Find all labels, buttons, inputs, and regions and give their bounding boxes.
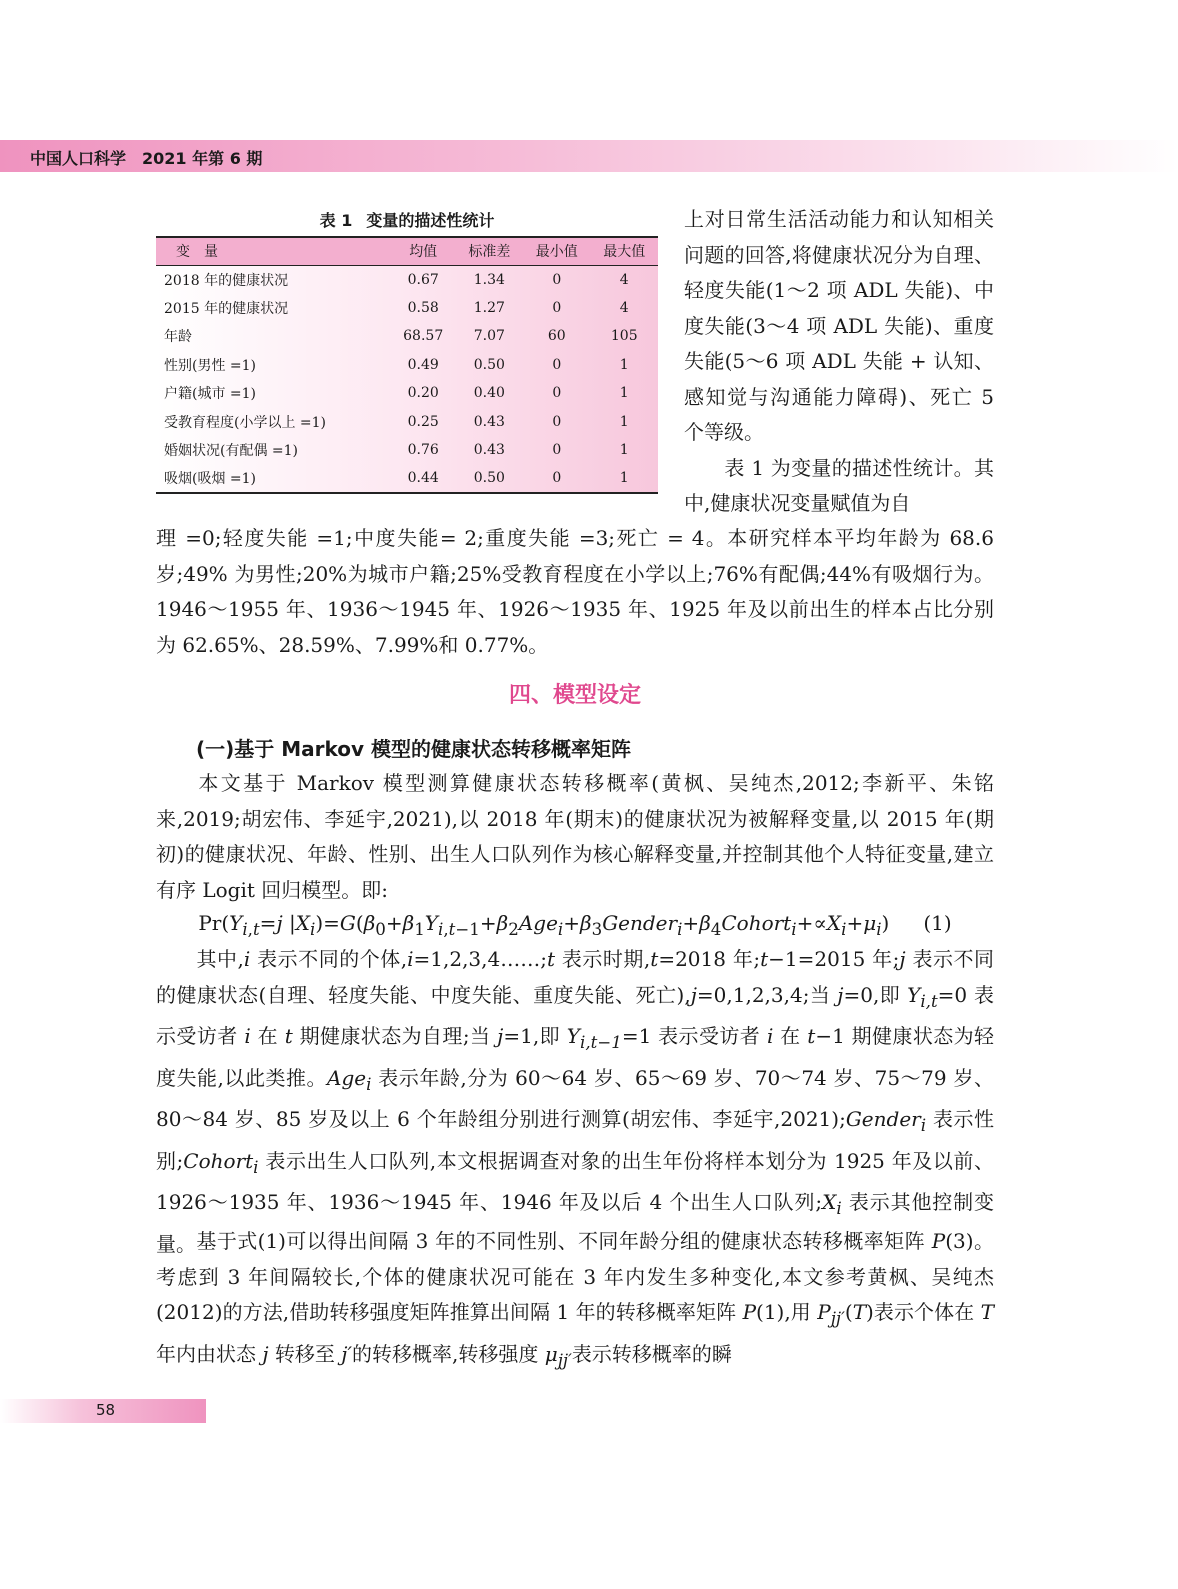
paragraph: 上对日常生活活动能力和认知相关问题的回答,将健康状况分为自理、轻度失能(1～2 项 ADL 失能)、中度失能(3～4 项 ADL 失能)、重度失能(5～6 项 ADL 失能 + 认知、感知觉与沟通能力障碍)、死亡 5 个等级。 [684,207,994,444]
table-cell: 0.43 [473,413,505,430]
table-cell: 0.49 [407,356,439,373]
equation-body: $Pr(Y_{i,t}=j$ $|X_i)=G(\beta_0+\beta_1Y_{i,t-1}+\beta_2Age_i+\beta_3Gender_i+\beta_4Cohort_i+\propto X_i+\mu_i)$ [198,911,890,939]
page-number: 58 [96,1401,116,1419]
table-cell: 0.25 [407,413,439,430]
math-var: j′ [341,1341,353,1366]
text: =1,2,3,4……; [413,947,547,971]
math-sub: jj′ [557,1350,572,1370]
math-var: j [690,982,697,1007]
table-row [156,322,658,351]
table-cell: 68.57 [403,328,444,345]
table-cell: 1 [619,385,629,402]
math-var: P [742,1300,757,1324]
text: −1 期健康状态为轻度失能,以此类推。 [156,1024,995,1090]
math-sub: i [253,1157,259,1177]
paragraph-matrix [156,1224,994,1378]
text: ( [844,1300,853,1324]
text: −1=2015 年; [768,947,900,971]
table-row [156,379,658,408]
table-row [156,265,658,294]
table-cell: 7.07 [473,328,505,345]
text: =1 表示受访者 [621,1024,767,1048]
text: 期健康状态为自理;当 [292,1024,498,1048]
text: 在 [250,1024,285,1048]
math-var: j [497,1024,504,1048]
math-var: X [822,1190,837,1214]
table-cell: 1 [619,442,629,459]
table-cell: 2015 年的健康状况 [164,300,289,317]
math-var: i [766,1024,774,1048]
col-header-variable: 变量 [156,237,391,265]
math-var: Cohort [183,1148,254,1173]
col-header-sd: 标准差 [456,237,523,265]
math-var: t [650,947,659,971]
text: 表示出生人口队列,本文根据调查对象的出生年份将样本划分为 1925 年及以前、1926～1935 年、1936～1945 年、1946 年及以后 4 个出生人口队列; [156,1148,994,1214]
table-cell: 0.58 [407,299,439,316]
table-cell: 0.76 [407,442,439,459]
table-cell: 受教育程度(小学以上 =1) [164,414,327,431]
math-var: i [407,947,414,971]
table-cell: 0 [552,271,562,288]
text: =0 表示受访者 [156,982,995,1048]
table-cell: 0 [552,385,562,402]
table-cell: 0.20 [407,385,439,402]
equation-1 [156,906,994,947]
text: 年内由状态 [156,1341,263,1366]
math-var: t [760,947,769,971]
table-cell: 0 [552,356,562,373]
table-caption [156,208,658,231]
paragraph-continuation: 理 =0;轻度失能 =1;中度失能= 2;重度失能 =3;死亡 = 4。本研究样本平均年龄为 68.6 岁;49% 为男性;20%为城市户籍;25%受教育程度在小学以上;76%有配偶;44%有吸烟行为。1946～1955 年、1936～1945 年、1926～1935 年、1925 年及以前出生的样本占比分别为 62.65%、28.59%、7.99%和 0.77%。 [156,526,994,657]
table-header-row [156,237,658,265]
text: 表示时期, [555,947,651,971]
table-cell: 4 [619,271,629,288]
text: =1,即 [503,1024,567,1048]
math-sub: i,t [920,991,938,1011]
math-var: i [244,1024,251,1048]
issue-label: 2021 年第 6 期 [142,149,263,168]
table-cell: 婚姻状况(有配偶 =1) [164,443,299,460]
equation-number: (1) [923,911,952,935]
math-var: T [852,1300,867,1324]
table-cell: 年龄 [164,329,192,346]
math-var: Age [327,1065,367,1090]
table-cell: 2018 年的健康状况 [164,272,289,289]
text: 表示其他控制变量。 [156,1190,995,1256]
descriptive-stats-table [156,236,658,494]
journal-name: 中国人口科学 [30,149,127,168]
table-cell: 吸烟(吸烟 =1) [156,465,391,494]
table-row [156,408,658,437]
table-cell: 0 [552,442,562,459]
text: =2018 年; [658,947,761,971]
math-var: T [980,1300,994,1324]
section-title: 四、模型设定 [508,683,641,708]
text: 转移至 [268,1341,342,1366]
text: 表示性别; [156,1107,994,1173]
col-header-max: 最大值 [591,237,658,265]
text: 在 [773,1024,808,1048]
table-cell: 1 [619,413,629,430]
table-title: 变量的描述性统计 [366,211,495,230]
table-cell: 0.50 [456,465,523,494]
math-sub: i [836,1199,842,1218]
table-row [156,294,658,323]
text: 表示不同的健康状态(自理、轻度失能、中度失能、重度失能、死亡), [156,947,995,1007]
math-var: P [817,1300,831,1324]
math-var: Y [907,982,921,1007]
table-cell: 0.40 [473,385,505,402]
paragraph-model [156,766,994,908]
col-header-mean: 均值 [391,237,456,265]
running-header [30,146,262,169]
text: (1),用 [756,1300,818,1324]
table-cell: 0.50 [473,356,505,373]
math-sub: i,t−1 [580,1033,622,1052]
table-cell: 105 [610,328,638,345]
text: 其中, [196,947,244,971]
math-sub: i [366,1074,372,1094]
table-cell: 0 [552,413,562,430]
math-sub: i [920,1116,927,1135]
text: 的转移概率,转移强度 [352,1341,545,1366]
math-var: j [837,982,844,1007]
text: =0,1,2,3,4;当 [696,982,838,1007]
table-cell: 1.27 [473,299,505,316]
table-cell: 性别(男性 =1) [164,357,257,374]
math-var: P [931,1229,946,1253]
table-cell: 户籍(城市 =1) [164,386,257,403]
text: 表示转移概率的瞬 [571,1341,732,1366]
table-row [156,351,658,380]
math-var: t [807,1024,816,1048]
col-header-min: 最小值 [523,237,590,265]
table-number: 表 1 [319,211,353,230]
subsection-title: (一)基于 Markov 模型的健康状态转移概率矩阵 [196,737,632,761]
table-cell: 4 [619,299,629,316]
text: 基于式(1)可以得出间隔 3 年的不同性别、不同年龄分组的健康状态转移概率矩阵 [196,1229,932,1253]
table-cell: 0.67 [407,271,439,288]
math-var: j [899,947,906,971]
math-var: i [243,947,251,971]
text: =0,即 [843,982,908,1007]
paragraph-explain [156,942,994,1262]
math-var: Y [566,1024,580,1048]
table-row [156,436,658,465]
table-cell: 0.44 [391,465,456,494]
text: )表示个体在 [866,1300,981,1324]
math-var: t [546,947,556,971]
math-var: j [262,1341,269,1366]
math-sub: jj′ [830,1309,845,1328]
table-cell: 1.34 [473,271,505,288]
table-cell: 0 [552,299,562,316]
table-cell: 0.43 [473,442,505,459]
math-var: μ [544,1341,558,1366]
table-cell: 1 [619,356,629,373]
paragraph: 表 1 为变量的描述性统计。其中,健康状况变量赋值为自 [684,455,994,515]
paragraph-text: 本文基于 Markov 模型测算健康状态转移概率(黄枫、吴纯杰,2012;李新平、朱铭来,2019;胡宏伟、李延宇,2021),以 2018 年(期末)的健康状况为被解释变量,以 2015 年(期初)的健康状况、年龄、性别、出生人口队列作为核心解释变量,并控制其他个人特征变量,建立有序 Logit 回归模型。即: [156,771,994,902]
table-row [156,465,658,494]
table-cell: 60 [547,328,566,345]
math-var: Gender [845,1107,921,1131]
text: (3)。考虑到 3 年间隔较长,个体的健康状况可能在 3 年内发生多种变化,本文参考黄枫、吴纯杰(2012)的方法,借助转移强度矩阵推算出间隔 1 年的转移概率矩阵 [156,1229,994,1324]
right-column-text [684,202,994,522]
table-cell: 0 [523,465,590,494]
math-var: t [284,1024,293,1048]
text: 表示不同的个体, [250,947,408,971]
text: 表示年龄,分为 60～64 岁、65～69 岁、70～74 岁、75～79 岁、80～84 岁、85 岁及以上 6 个年龄组分别进行测算(胡宏伟、李延宇,2021); [156,1065,994,1131]
table-cell: 1 [591,465,658,494]
